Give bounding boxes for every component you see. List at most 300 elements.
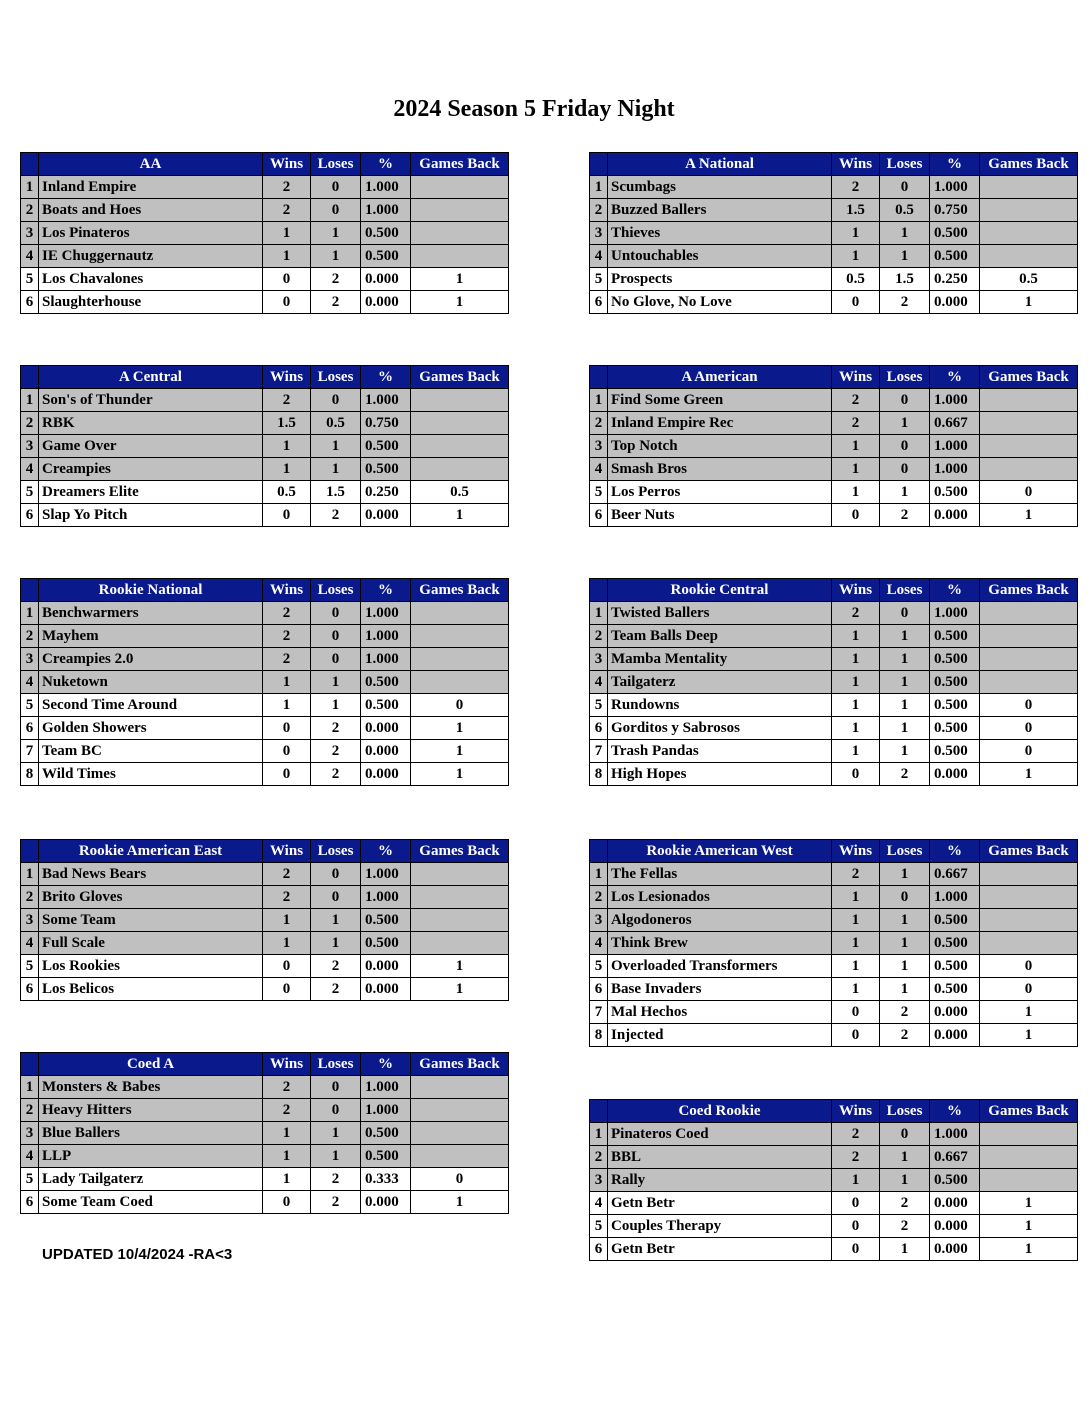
rank-cell: 2	[590, 886, 608, 909]
loses-cell: 1	[880, 648, 930, 671]
column-header-percent: %	[930, 579, 980, 602]
loses-cell: 0	[311, 886, 361, 909]
table-row	[21, 412, 509, 435]
games-back-cell	[980, 176, 1078, 199]
table-row	[590, 909, 1078, 932]
wins-cell: 0	[263, 955, 311, 978]
team-name-cell: Boats and Hoes	[39, 199, 263, 222]
table-header-row	[21, 1053, 509, 1076]
table-row	[21, 1168, 509, 1191]
wins-cell: 2	[263, 863, 311, 886]
loses-cell: 0.5	[880, 199, 930, 222]
table-row	[21, 602, 509, 625]
table-header-row	[590, 579, 1078, 602]
percent-cell: 0.000	[930, 763, 980, 786]
percent-cell: 1.000	[930, 389, 980, 412]
loses-cell: 2	[880, 763, 930, 786]
percent-cell: 0.667	[930, 1146, 980, 1169]
page-title: 2024 Season 5 Friday Night	[393, 96, 675, 122]
wins-cell: 1	[263, 1168, 311, 1191]
table-row	[21, 1076, 509, 1099]
games-back-cell	[980, 602, 1078, 625]
table-row	[590, 671, 1078, 694]
loses-cell: 1	[880, 222, 930, 245]
loses-cell: 2	[880, 291, 930, 314]
percent-cell: 1.000	[361, 648, 411, 671]
loses-cell: 1	[880, 694, 930, 717]
table-row	[21, 694, 509, 717]
table-row	[21, 671, 509, 694]
wins-cell: 0	[832, 1238, 880, 1261]
column-header-loses: Loses	[880, 366, 930, 389]
table-row	[590, 481, 1078, 504]
loses-cell: 2	[311, 740, 361, 763]
percent-cell: 0.000	[930, 1215, 980, 1238]
loses-cell: 2	[311, 1168, 361, 1191]
wins-cell: 1	[832, 955, 880, 978]
column-header-percent: %	[930, 1100, 980, 1123]
loses-cell: 2	[880, 1215, 930, 1238]
loses-cell: 1	[311, 245, 361, 268]
table-row	[590, 1238, 1078, 1261]
percent-cell: 0.250	[361, 481, 411, 504]
percent-cell: 0.500	[930, 932, 980, 955]
team-name-cell: Game Over	[39, 435, 263, 458]
column-header-loses: Loses	[311, 840, 361, 863]
wins-cell: 1.5	[263, 412, 311, 435]
loses-cell: 0	[880, 1123, 930, 1146]
table-row	[21, 909, 509, 932]
percent-cell: 1.000	[930, 1123, 980, 1146]
games-back-cell	[980, 648, 1078, 671]
division-name: A National	[608, 153, 832, 176]
rank-cell: 4	[21, 458, 39, 481]
percent-cell: 0.500	[930, 648, 980, 671]
division-name: Rookie National	[39, 579, 263, 602]
loses-cell: 1	[880, 1169, 930, 1192]
team-name-cell: Getn Betr	[608, 1192, 832, 1215]
table-row	[590, 389, 1078, 412]
team-name-cell: Trash Pandas	[608, 740, 832, 763]
column-header-percent: %	[930, 153, 980, 176]
table-row	[21, 176, 509, 199]
percent-cell: 0.500	[930, 245, 980, 268]
wins-cell: 1	[263, 671, 311, 694]
percent-cell: 1.000	[361, 1099, 411, 1122]
percent-cell: 0.500	[930, 740, 980, 763]
rank-cell: 7	[590, 1001, 608, 1024]
loses-cell: 1	[880, 1146, 930, 1169]
division-name: A American	[608, 366, 832, 389]
loses-cell: 1.5	[311, 481, 361, 504]
percent-cell: 1.000	[361, 199, 411, 222]
team-name-cell: Twisted Ballers	[608, 602, 832, 625]
column-header-games-back: Games Back	[980, 579, 1078, 602]
loses-cell: 0	[311, 625, 361, 648]
rank-cell: 4	[590, 932, 608, 955]
games-back-cell: 0	[411, 1168, 509, 1191]
games-back-cell	[980, 245, 1078, 268]
rank-header	[21, 1053, 39, 1076]
games-back-cell: 1	[980, 1001, 1078, 1024]
games-back-cell	[411, 625, 509, 648]
games-back-cell: 1	[411, 763, 509, 786]
rank-cell: 2	[21, 625, 39, 648]
percent-cell: 0.000	[930, 504, 980, 527]
division-name: Rookie Central	[608, 579, 832, 602]
games-back-cell: 1	[411, 504, 509, 527]
rank-cell: 5	[590, 1215, 608, 1238]
team-name-cell: Team BC	[39, 740, 263, 763]
column-header-games-back: Games Back	[411, 1053, 509, 1076]
table-row	[590, 740, 1078, 763]
percent-cell: 1.000	[361, 176, 411, 199]
rank-cell: 3	[21, 909, 39, 932]
percent-cell: 0.333	[361, 1168, 411, 1191]
wins-cell: 2	[263, 886, 311, 909]
percent-cell: 0.500	[361, 245, 411, 268]
column-header-games-back: Games Back	[411, 366, 509, 389]
column-header-loses: Loses	[311, 153, 361, 176]
team-name-cell: Wild Times	[39, 763, 263, 786]
rank-cell: 3	[21, 1122, 39, 1145]
percent-cell: 0.000	[361, 978, 411, 1001]
team-name-cell: Overloaded Transformers	[608, 955, 832, 978]
games-back-cell: 1	[411, 291, 509, 314]
percent-cell: 1.000	[361, 389, 411, 412]
column-header-percent: %	[361, 1053, 411, 1076]
wins-cell: 0	[832, 504, 880, 527]
rank-cell: 1	[590, 176, 608, 199]
team-name-cell: Injected	[608, 1024, 832, 1047]
rank-cell: 5	[21, 268, 39, 291]
rank-cell: 6	[590, 717, 608, 740]
column-header-games-back: Games Back	[980, 153, 1078, 176]
team-name-cell: Scumbags	[608, 176, 832, 199]
loses-cell: 0	[311, 602, 361, 625]
wins-cell: 2	[832, 412, 880, 435]
column-header-wins: Wins	[832, 366, 880, 389]
table-header-row	[21, 153, 509, 176]
percent-cell: 0.500	[361, 671, 411, 694]
column-header-percent: %	[930, 840, 980, 863]
games-back-cell: 1	[980, 1024, 1078, 1047]
percent-cell: 0.500	[930, 625, 980, 648]
rank-cell: 6	[21, 717, 39, 740]
rank-cell: 4	[590, 245, 608, 268]
rank-cell: 3	[590, 1169, 608, 1192]
rank-header	[590, 366, 608, 389]
table-row	[21, 717, 509, 740]
table-row	[21, 199, 509, 222]
wins-cell: 1	[832, 740, 880, 763]
loses-cell: 0	[311, 648, 361, 671]
rank-cell: 2	[590, 1146, 608, 1169]
percent-cell: 0.500	[361, 435, 411, 458]
loses-cell: 1	[311, 671, 361, 694]
wins-cell: 0	[263, 268, 311, 291]
column-header-percent: %	[361, 366, 411, 389]
rank-header	[590, 153, 608, 176]
table-row	[590, 932, 1078, 955]
column-header-games-back: Games Back	[411, 579, 509, 602]
wins-cell: 1	[832, 978, 880, 1001]
wins-cell: 1	[832, 694, 880, 717]
rank-cell: 2	[21, 1099, 39, 1122]
wins-cell: 0	[263, 978, 311, 1001]
column-header-loses: Loses	[880, 579, 930, 602]
team-name-cell: Full Scale	[39, 932, 263, 955]
table-row	[590, 648, 1078, 671]
rank-cell: 4	[21, 932, 39, 955]
team-name-cell: Nuketown	[39, 671, 263, 694]
table-row	[21, 932, 509, 955]
games-back-cell	[980, 199, 1078, 222]
loses-cell: 2	[880, 1192, 930, 1215]
loses-cell: 0	[311, 199, 361, 222]
column-header-percent: %	[361, 153, 411, 176]
rank-cell: 1	[590, 863, 608, 886]
wins-cell: 0	[263, 763, 311, 786]
games-back-cell	[411, 909, 509, 932]
percent-cell: 0.500	[930, 909, 980, 932]
team-name-cell: Thieves	[608, 222, 832, 245]
table-row	[21, 458, 509, 481]
wins-cell: 1	[832, 909, 880, 932]
team-name-cell: Brito Gloves	[39, 886, 263, 909]
team-name-cell: Mal Hechos	[608, 1001, 832, 1024]
games-back-cell: 1	[980, 1238, 1078, 1261]
percent-cell: 0.000	[361, 955, 411, 978]
team-name-cell: Los Lesionados	[608, 886, 832, 909]
rank-cell: 6	[590, 978, 608, 1001]
games-back-cell	[411, 222, 509, 245]
column-header-loses: Loses	[880, 840, 930, 863]
games-back-cell	[411, 176, 509, 199]
loses-cell: 1	[880, 481, 930, 504]
wins-cell: 2	[832, 1146, 880, 1169]
column-header-wins: Wins	[263, 1053, 311, 1076]
percent-cell: 1.000	[361, 602, 411, 625]
rank-cell: 1	[21, 389, 39, 412]
wins-cell: 0	[832, 1215, 880, 1238]
table-row	[590, 602, 1078, 625]
team-name-cell: Base Invaders	[608, 978, 832, 1001]
column-header-loses: Loses	[311, 366, 361, 389]
column-header-wins: Wins	[832, 579, 880, 602]
column-header-loses: Loses	[880, 153, 930, 176]
rank-cell: 6	[590, 1238, 608, 1261]
team-name-cell: Creampies	[39, 458, 263, 481]
wins-cell: 2	[263, 389, 311, 412]
wins-cell: 2	[263, 199, 311, 222]
loses-cell: 2	[311, 717, 361, 740]
team-name-cell: Creampies 2.0	[39, 648, 263, 671]
rank-cell: 6	[21, 978, 39, 1001]
rank-cell: 1	[590, 1123, 608, 1146]
rank-cell: 3	[21, 222, 39, 245]
games-back-cell	[411, 1076, 509, 1099]
table-row	[21, 291, 509, 314]
table-row	[590, 886, 1078, 909]
wins-cell: 0.5	[832, 268, 880, 291]
percent-cell: 1.000	[930, 602, 980, 625]
team-name-cell: Buzzed Ballers	[608, 199, 832, 222]
wins-cell: 2	[832, 389, 880, 412]
table-row	[590, 1169, 1078, 1192]
percent-cell: 1.000	[930, 176, 980, 199]
rank-header	[21, 153, 39, 176]
team-name-cell: Couples Therapy	[608, 1215, 832, 1238]
table-row	[21, 504, 509, 527]
loses-cell: 1	[880, 978, 930, 1001]
team-name-cell: Heavy Hitters	[39, 1099, 263, 1122]
table-row	[590, 458, 1078, 481]
table-row	[21, 648, 509, 671]
wins-cell: 1	[832, 481, 880, 504]
table-row	[21, 886, 509, 909]
team-name-cell: Lady Tailgaterz	[39, 1168, 263, 1191]
rank-cell: 2	[21, 886, 39, 909]
table-row	[21, 1099, 509, 1122]
loses-cell: 1	[311, 435, 361, 458]
column-header-percent: %	[930, 366, 980, 389]
table-row	[590, 717, 1078, 740]
games-back-cell	[411, 412, 509, 435]
loses-cell: 0	[880, 602, 930, 625]
games-back-cell: 1	[411, 1191, 509, 1214]
loses-cell: 1	[880, 909, 930, 932]
wins-cell: 2	[832, 176, 880, 199]
percent-cell: 1.000	[361, 625, 411, 648]
loses-cell: 2	[311, 955, 361, 978]
wins-cell: 0	[263, 504, 311, 527]
percent-cell: 0.500	[930, 1169, 980, 1192]
team-name-cell: Inland Empire	[39, 176, 263, 199]
games-back-cell: 1	[411, 717, 509, 740]
team-name-cell: Beer Nuts	[608, 504, 832, 527]
wins-cell: 0	[832, 291, 880, 314]
rank-cell: 4	[21, 671, 39, 694]
loses-cell: 0	[311, 863, 361, 886]
team-name-cell: Getn Betr	[608, 1238, 832, 1261]
table-header-row	[21, 579, 509, 602]
loses-cell: 2	[880, 504, 930, 527]
rank-cell: 5	[21, 481, 39, 504]
loses-cell: 0	[311, 176, 361, 199]
rank-cell: 2	[590, 625, 608, 648]
wins-cell: 1	[832, 458, 880, 481]
wins-cell: 1	[832, 648, 880, 671]
games-back-cell	[980, 1169, 1078, 1192]
team-name-cell: Slap Yo Pitch	[39, 504, 263, 527]
rank-cell: 5	[21, 955, 39, 978]
percent-cell: 0.500	[361, 1122, 411, 1145]
table-row	[21, 222, 509, 245]
table-row	[590, 176, 1078, 199]
column-header-percent: %	[361, 579, 411, 602]
loses-cell: 2	[880, 1001, 930, 1024]
team-name-cell: Golden Showers	[39, 717, 263, 740]
wins-cell: 0.5	[263, 481, 311, 504]
table-row	[590, 199, 1078, 222]
table-header-row	[590, 1100, 1078, 1123]
games-back-cell	[980, 1146, 1078, 1169]
team-name-cell: Algodoneros	[608, 909, 832, 932]
loses-cell: 1	[311, 932, 361, 955]
loses-cell: 2	[311, 291, 361, 314]
games-back-cell: 1	[980, 763, 1078, 786]
team-name-cell: RBK	[39, 412, 263, 435]
table-row	[21, 955, 509, 978]
table-row	[21, 763, 509, 786]
rank-header	[21, 840, 39, 863]
percent-cell: 1.000	[930, 886, 980, 909]
games-back-cell	[980, 412, 1078, 435]
percent-cell: 0.500	[361, 694, 411, 717]
rank-cell: 4	[21, 1145, 39, 1168]
team-name-cell: Los Chavalones	[39, 268, 263, 291]
table-row	[590, 625, 1078, 648]
percent-cell: 1.000	[361, 1076, 411, 1099]
percent-cell: 0.500	[930, 978, 980, 1001]
team-name-cell: Rundowns	[608, 694, 832, 717]
games-back-cell: 1	[980, 291, 1078, 314]
wins-cell: 0	[832, 1192, 880, 1215]
loses-cell: 1	[311, 222, 361, 245]
table-row	[21, 1122, 509, 1145]
rank-cell: 1	[590, 389, 608, 412]
percent-cell: 0.500	[930, 955, 980, 978]
rank-header	[590, 840, 608, 863]
team-name-cell: Prospects	[608, 268, 832, 291]
column-header-games-back: Games Back	[411, 153, 509, 176]
table-row	[21, 481, 509, 504]
percent-cell: 0.000	[930, 1024, 980, 1047]
loses-cell: 1	[880, 955, 930, 978]
team-name-cell: Smash Bros	[608, 458, 832, 481]
games-back-cell	[411, 648, 509, 671]
loses-cell: 1	[880, 717, 930, 740]
loses-cell: 1	[311, 1122, 361, 1145]
rank-cell: 8	[590, 763, 608, 786]
division-name: Coed A	[39, 1053, 263, 1076]
rank-cell: 5	[21, 1168, 39, 1191]
percent-cell: 0.500	[930, 671, 980, 694]
wins-cell: 1.5	[832, 199, 880, 222]
rank-cell: 5	[590, 268, 608, 291]
rank-cell: 5	[21, 694, 39, 717]
team-name-cell: Los Rookies	[39, 955, 263, 978]
wins-cell: 0	[832, 1024, 880, 1047]
rank-cell: 3	[21, 648, 39, 671]
percent-cell: 0.000	[361, 740, 411, 763]
team-name-cell: Benchwarmers	[39, 602, 263, 625]
loses-cell: 1	[311, 1145, 361, 1168]
wins-cell: 1	[832, 245, 880, 268]
percent-cell: 0.000	[361, 717, 411, 740]
rank-cell: 4	[590, 458, 608, 481]
table-header-row	[590, 366, 1078, 389]
table-row	[590, 435, 1078, 458]
rank-cell: 3	[590, 222, 608, 245]
table-row	[21, 435, 509, 458]
team-name-cell: Inland Empire Rec	[608, 412, 832, 435]
team-name-cell: No Glove, No Love	[608, 291, 832, 314]
loses-cell: 0	[880, 176, 930, 199]
wins-cell: 0	[832, 763, 880, 786]
rank-cell: 5	[590, 955, 608, 978]
